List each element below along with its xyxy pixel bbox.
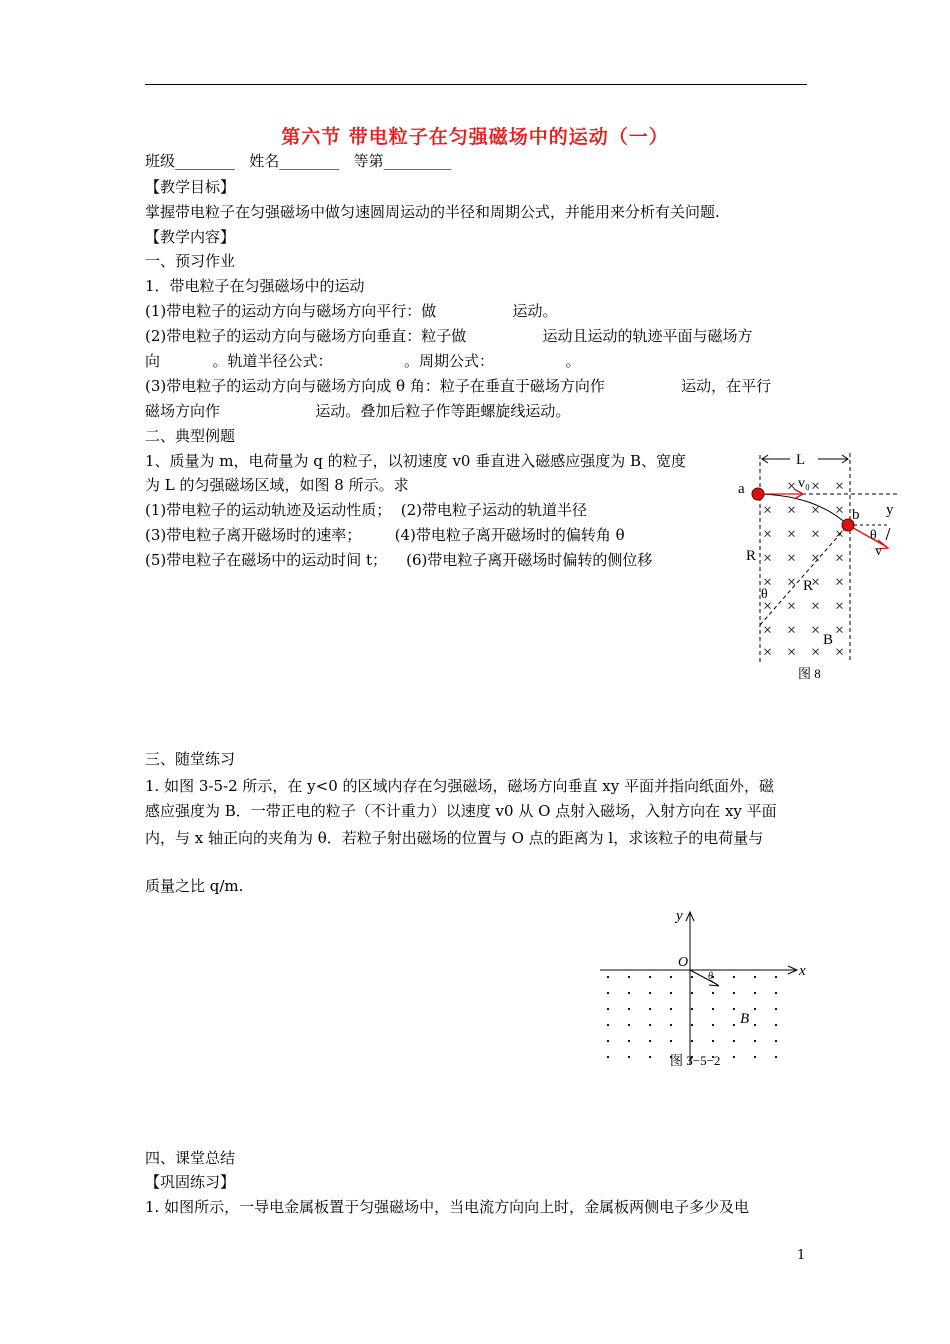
label-theta: θ [708,971,713,982]
field-cross: × [787,502,797,519]
field-dot [691,1008,693,1010]
field-cross: × [763,622,773,639]
field-dot [607,976,609,978]
field-dot [754,976,756,978]
preview-item-1-2-cont: 向 。轨道半径公式： 。周期公式： 。 [145,352,581,370]
section-heading-consolidation: 【巩固练习】 [145,1173,236,1191]
field-dot [649,1008,651,1010]
field-dot [649,1056,651,1058]
field-dot [607,1056,609,1058]
field-dot [628,976,630,978]
label-R-left: R [746,548,757,564]
field-cross: × [811,598,821,615]
field-cross: × [787,574,797,591]
field-dot [670,1008,672,1010]
field-cross: × [811,478,821,495]
field-dot [733,1040,735,1042]
part-two-heading: 二、典型例题 [145,427,236,445]
goal-text: 掌握带电粒子在匀强磁场中做匀速圆周运动的半径和周期公式，并能用来分析有关问题. [145,203,720,221]
label-x: x [799,963,806,979]
field-cross: × [787,478,797,495]
point-a [752,488,764,500]
preview-item-1-3-cont: 磁场方向作 运动。叠加后粒子作等距螺旋线运动。 [145,402,571,420]
preview-item-1-1: (1)带电粒子的运动方向与磁场方向平行：做 运动。 [145,302,558,320]
field-cross: × [787,598,797,615]
label-O: O [678,955,689,970]
field-dot [754,1008,756,1010]
field-dot [649,1024,651,1026]
field-cross: × [835,622,845,639]
practice-1-text: 1. 如图 3-5-2 所示，在 y<0 的区域内存在匀强磁场，磁场方向垂直 xy 平面并指向纸面外，磁 [145,777,774,795]
figure-3-5-2 [598,905,818,1075]
label-a: a [738,481,745,497]
preview-item-1: 1．带电粒子在匀强磁场中的运动 [145,277,365,295]
field-dot [607,1040,609,1042]
field-dot [691,1024,693,1026]
practice-1-text-cont: 感应强度为 B．一带正电的粒子（不计重力）以速度 v0 从 O 点射入磁场，入射方向在 xy 平面 [145,802,777,820]
field-dot [691,1040,693,1042]
field-dot [628,1040,630,1042]
field-cross: × [763,526,773,543]
field-dot [754,1056,756,1058]
field-cross: × [811,526,821,543]
field-dot [712,1040,714,1042]
field-dot [754,1024,756,1026]
field-dot [754,992,756,994]
field-dot [712,1024,714,1026]
field-cross: × [835,478,845,495]
field-dot [607,1008,609,1010]
practice-1-text-end: 质量之比 q/m. [145,877,244,895]
field-cross: × [763,644,773,661]
field-dot [733,1056,735,1058]
example-1-text-cont: 为 L 的匀强磁场区域，如图 8 所示。求 [145,476,409,494]
field-dot [607,1024,609,1026]
field-cross: × [811,644,821,661]
field-cross: × [811,502,821,519]
part-four-heading: 四、课堂总结 [145,1149,236,1167]
field-cross: × [835,550,845,567]
field-dot [670,976,672,978]
page-title: 第六节 带电粒子在匀强磁场中的运动（一） [281,126,669,148]
field-dot [775,976,777,978]
example-1-text: 1、质量为 m，电荷量为 q 的粒子，以初速度 v0 垂直进入磁感应强度为 B、宽度 [145,452,687,470]
field-cross: × [811,550,821,567]
field-cross: × [763,574,773,591]
field-dot [733,976,735,978]
field-dot [691,992,693,994]
field-cross: × [787,550,797,567]
field-dot [712,1008,714,1010]
field-cross: × [835,598,845,615]
field-dot [691,976,693,978]
preview-item-1-2: (2)带电粒子的运动方向与磁场方向垂直：粒子做 运动且运动的轨迹平面与磁场方 [145,327,753,345]
part-one-heading: 一、预习作业 [145,252,236,270]
section-heading-content: 【教学内容】 [145,228,236,246]
field-dot [628,1024,630,1026]
preview-item-1-3: (3)带电粒子的运动方向与磁场方向成 θ 角：粒子在垂直于磁场方向作 运动，在平行 [145,377,772,395]
field-dot [670,1040,672,1042]
label-v: v [875,544,882,559]
field-cross: × [787,644,797,661]
field-cross: × [835,526,845,543]
field-dot [649,1040,651,1042]
label-theta: θ [761,587,768,602]
field-dot [649,992,651,994]
field-dot [775,1008,777,1010]
figure-8-caption: 图 8 [798,666,821,681]
field-dot [628,1008,630,1010]
page-number: 1 [797,1248,806,1263]
field-dot [670,992,672,994]
field-dot [775,1040,777,1042]
field-dot [775,1024,777,1026]
practice-1-text-cont2: 内，与 x 轴正向的夹角为 θ．若粒子射出磁场的位置与 O 点的距离为 l，求该粒子的电荷量与 [145,829,764,847]
field-cross: × [763,550,773,567]
header-rule [145,84,807,85]
field-cross: × [763,598,773,615]
field-cross: × [787,622,797,639]
field-dot [670,1024,672,1026]
label-theta-exit: θ [870,528,877,543]
field-dot [733,1024,735,1026]
class-name-grade-line: 班级________ 姓名________ 等第_________ [145,152,452,170]
example-1-questions-1-2: (1)带电粒子的运动轨迹及运动性质； (2)带电粒子运动的轨道半径 [145,501,588,519]
label-R-mid: R [803,578,814,594]
label-B: B [823,632,834,648]
field-dot [607,992,609,994]
field-cross: × [835,644,845,661]
example-1-questions-5-6: (5)带电粒子在磁场中的运动时间 t； (6)带电粒子离开磁场时偏转的侧位移 [145,551,653,569]
label-b: b [852,507,860,523]
field-cross: × [835,574,845,591]
field-dot [775,992,777,994]
figure-3-5-2-caption: 图 3−5−2 [670,1053,721,1068]
field-dot [754,1040,756,1042]
field-dot [733,1008,735,1010]
label-L: L [796,452,806,468]
field-cross: × [787,526,797,543]
label-y: y [676,908,683,924]
field-cross: × [763,502,773,519]
field-dot [733,992,735,994]
label-B: B [740,1011,750,1027]
part-three-heading: 三、随堂练习 [145,750,236,768]
example-1-questions-3-4: (3)带电粒子离开磁场时的速率； (4)带电粒子离开磁场时的偏转角 θ [145,526,625,544]
field-cross: × [811,622,821,639]
field-dot [649,976,651,978]
field-dot [628,1056,630,1058]
section-heading-goals: 【教学目标】 [145,178,236,196]
figure-8 [730,445,905,690]
field-cross: × [835,502,845,519]
label-y: y [886,502,894,518]
field-dot [628,992,630,994]
label-v0: v₀ [798,476,810,491]
consolidation-1-text: 1. 如图所示，一导电金属板置于匀强磁场中，当电流方向向上时，金属板两侧电子多少及电 [145,1198,750,1216]
field-dot [775,1056,777,1058]
field-dot [712,992,714,994]
field-cross: × [811,574,821,591]
